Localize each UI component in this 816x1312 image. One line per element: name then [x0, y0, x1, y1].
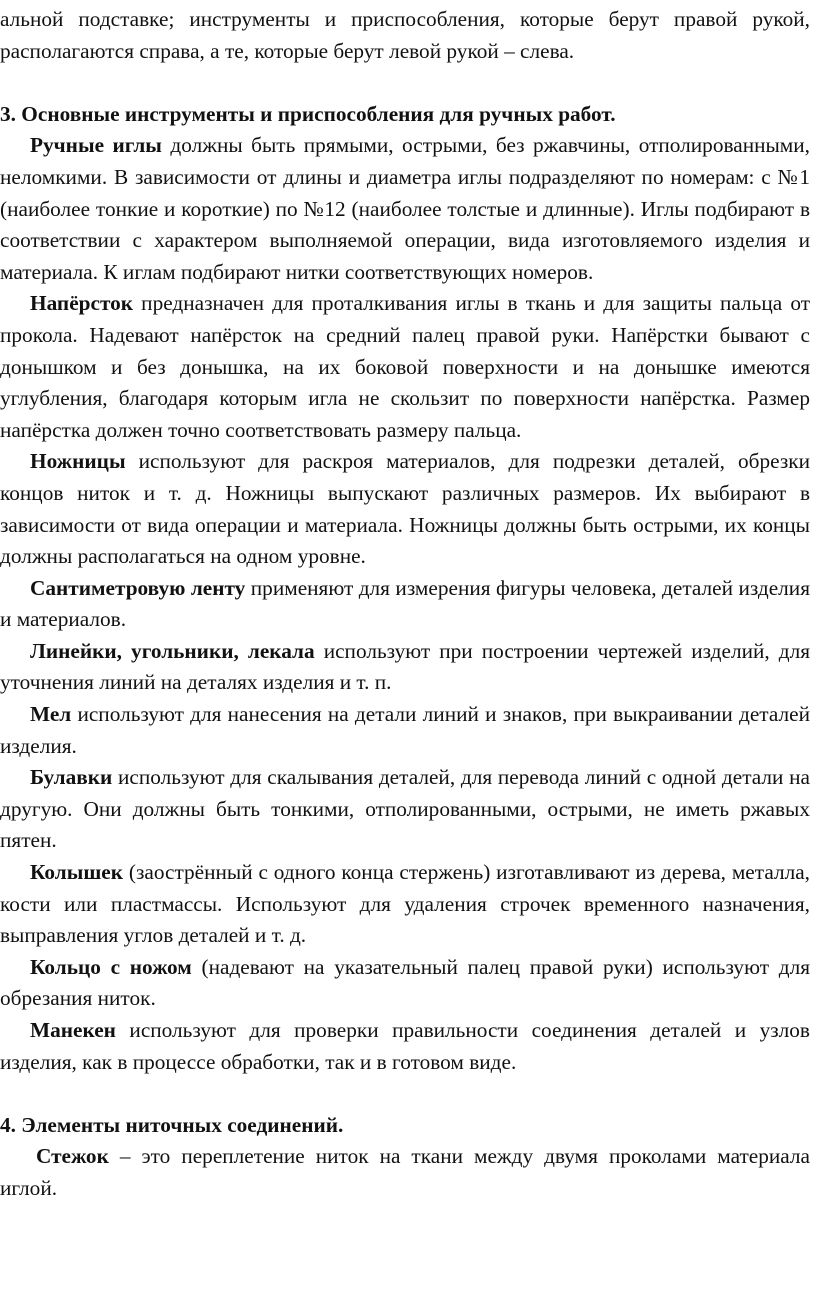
- paragraph-rulers: [0, 636, 810, 699]
- term-needles: Ручные иглы: [30, 133, 162, 158]
- text-chalk: используют для нанесения на детали линий и знаков, при выкраивании деталей изделия.: [0, 702, 810, 758]
- paragraph-mannequin: [0, 1015, 810, 1078]
- paragraph-needles: [0, 130, 810, 288]
- term-mannequin: Манекен: [30, 1018, 116, 1042]
- paragraph-tape-measure: [0, 573, 810, 636]
- paragraph-pins: [0, 762, 810, 857]
- section-4-heading: 4. Элементы ниточных соединений.: [0, 1112, 344, 1137]
- term-peg: Колышек: [30, 860, 124, 885]
- term-tape-measure: Сантиметровую ленту: [30, 575, 246, 600]
- text-pins: используют для скалывания деталей, для перевода линий с одной детали на другую. Они должны быть тонкими, отполированными, острыми, не иметь ржавых пятен.: [0, 765, 810, 853]
- paragraph-stitch: [0, 1141, 810, 1204]
- paragraph-ring-knife: [0, 952, 810, 1015]
- text-scissors: используют для раскроя материалов, для подрезки деталей, обрезки концов ниток и т. д. Ножницы выпускают различных размеров. Их выбирают в зависимости от вида операции и материала. Ножницы должны быть острыми, их концы должны располагаться на одном уровне.: [0, 449, 810, 569]
- text-tape-measure: применяют для измерения фигуры человека, деталей изделия и материалов.: [0, 575, 811, 632]
- term-rulers: Линейки, угольники, лекала: [30, 638, 315, 663]
- term-chalk: Мел: [30, 702, 72, 727]
- paragraph-scissors: [0, 446, 810, 572]
- spacer: [0, 67, 810, 99]
- text-thimble: предназначен для проталкивания иглы в ткань и для защиты пальца от прокола. Надевают напёрсток на средний палец правой руки. Напёрстки бывают с донышком и без донышка, на их боковой поверхности и на донышке имеются углубления, благодаря которым игла не скользит по поверхности напёрстка. Размер напёрстка должен точно соответствовать размеру пальца.: [0, 291, 810, 442]
- term-pins: Булавки: [30, 765, 113, 790]
- text-rulers: используют при построении чертежей изделий, для уточнения линий на деталях изделия и т. п.: [0, 638, 810, 695]
- term-stitch: Стежок: [36, 1144, 109, 1169]
- spacer: [0, 1078, 810, 1110]
- paragraph-chalk: [0, 699, 810, 762]
- section-3-heading: 3. Основные инструменты и приспособления для ручных работ.: [0, 101, 616, 126]
- term-thimble: Напёрсток: [30, 291, 134, 316]
- document-page: [0, 4, 810, 1205]
- intro-paragraph: альной подставке; инструменты и приспособления, которые берут правой рукой, располагаются справа, а те, которые берут левой рукой – слева.: [0, 7, 810, 63]
- text-ring-knife: (надевают на указательный палец правой руки) используют для обрезания ниток.: [0, 954, 810, 1011]
- term-scissors: Ножницы: [30, 449, 126, 474]
- term-ring-knife: Кольцо с ножом: [30, 954, 192, 979]
- text-needles: должны быть прямыми, острыми, без ржавчины, отполированными, неломкими. В зависимости от длины и диаметра иглы подразделяют по номерам: с №1 (наиболее тонкие и короткие) по №12 (наиболее толстые и длинные). Иглы подбирают в соответствии с характером выполняемой операции, вида изготовляемого изделия и материала. К иглам подбирают нитки соответствующих номеров.: [0, 133, 810, 284]
- text-stitch: – это переплетение ниток на ткани между двумя проколами материала иглой.: [0, 1144, 810, 1200]
- paragraph-peg: [0, 857, 810, 952]
- text-peg: (заострённый с одного конца стержень) изготавливают из дерева, металла, кости или пластмассы. Используют для удаления строчек временного назначения, выправления углов деталей и т. д.: [0, 860, 810, 948]
- text-mannequin: используют для проверки правильности соединения деталей и узлов изделия, как в процессе обработки, так и в готовом виде.: [0, 1018, 810, 1074]
- paragraph-thimble: [0, 288, 810, 446]
